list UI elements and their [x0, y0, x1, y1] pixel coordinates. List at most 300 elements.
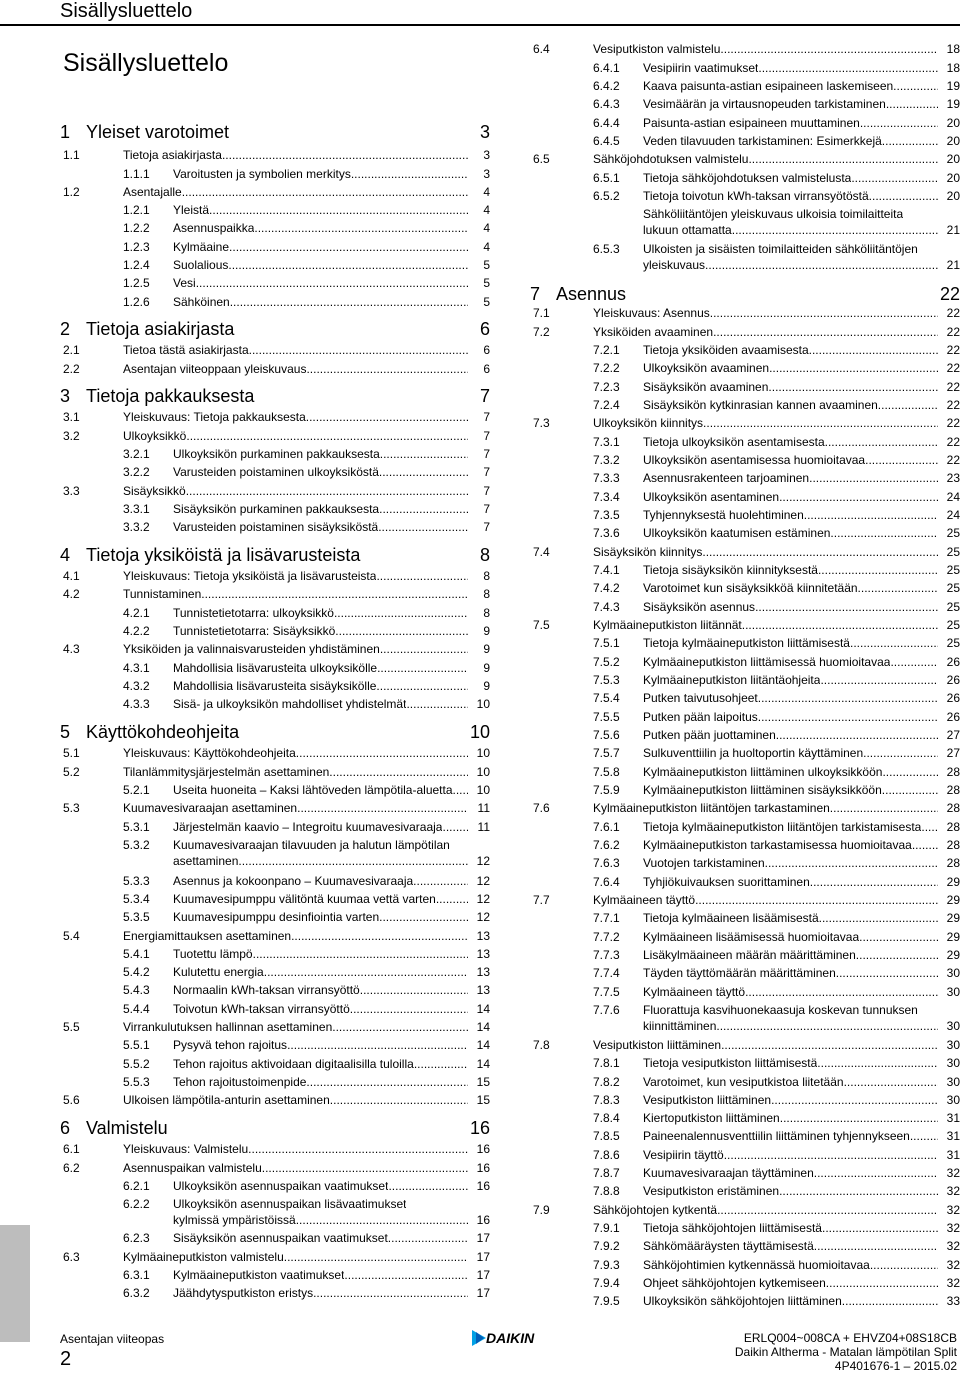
- entry-page: 7: [483, 429, 490, 443]
- entry-page: 22: [946, 306, 960, 320]
- entry-page: 25: [946, 600, 960, 614]
- dot-leader: [306, 1075, 468, 1089]
- entry-title: Putken pään juottaminen: [643, 728, 776, 742]
- entry-number: 2.1: [63, 343, 80, 357]
- entry-title: Tunnistaminen: [123, 587, 202, 601]
- entry-number: 7.3.5: [593, 508, 620, 522]
- dot-leader: [825, 435, 938, 449]
- dot-leader: [705, 258, 938, 272]
- dot-leader: [413, 874, 468, 888]
- entry-number: 7.5.6: [593, 728, 620, 742]
- entry-page: 29: [946, 911, 960, 925]
- dot-leader: [313, 1286, 468, 1300]
- entry-title: Sähköjohdotuksen valmistelu: [593, 152, 749, 166]
- dot-leader: [850, 636, 938, 650]
- entry-number: 1.2.5: [123, 276, 150, 290]
- dot-leader: [809, 343, 938, 357]
- dot-leader: [830, 801, 938, 815]
- entry-title-continued: lukuun ottamatta: [643, 223, 732, 237]
- entry-page: 20: [946, 189, 960, 203]
- dot-leader: [713, 325, 938, 339]
- dot-leader: [442, 820, 468, 834]
- entry-page: 17: [476, 1286, 490, 1300]
- entry-number: 5.3.3: [123, 874, 150, 888]
- entry-title: Asennuspaikan valmistelu: [123, 1161, 262, 1175]
- entry-title: Varoitusten ja symbolien merkitys: [173, 167, 351, 181]
- entry-title: Tyhjiökuivauksen suorittaminen: [643, 875, 810, 889]
- entry-title: Yleiskuvaus: Käyttökohdeohjeita: [123, 746, 296, 760]
- entry-number: 6.2.3: [123, 1231, 150, 1245]
- entry-title: Varotoimet, kun vesiputkistoa liitetään: [643, 1075, 844, 1089]
- dot-leader: [228, 258, 468, 272]
- entry-title: Tietoja sähköjohtojen liittämisestä: [643, 1221, 822, 1235]
- entry-number: 7.2.3: [593, 380, 620, 394]
- entry-page: 22: [946, 435, 960, 449]
- entry-page: 20: [946, 116, 960, 130]
- entry-page: 8: [483, 606, 490, 620]
- entry-title: Kuumavesipumppu välitöntä kuumaa vettä varten: [173, 892, 436, 906]
- entry-page: 4: [483, 185, 490, 199]
- entry-page: 30: [946, 985, 960, 999]
- entry-number: 5.4.4: [123, 1002, 150, 1016]
- entry-number: 7.9.5: [593, 1294, 620, 1308]
- dot-leader: [817, 1056, 938, 1070]
- entry-number: 7.2: [533, 325, 550, 339]
- entry-title-continued: kylmissä ympäristöissä: [173, 1213, 296, 1227]
- chapter-number: 1: [60, 122, 71, 142]
- entry-title: Tuotettu lämpö: [173, 947, 253, 961]
- entry-title: Kylmäaineen lisäämisessä huomioitavaa: [643, 930, 860, 944]
- entry-page: 5: [483, 276, 490, 290]
- entry-number: 5.3.4: [123, 892, 150, 906]
- entry-title: Suolalious: [173, 258, 229, 272]
- entry-number: 4.2.1: [123, 606, 150, 620]
- entry-page: 15: [476, 1093, 490, 1107]
- entry-number: 7.8.4: [593, 1111, 620, 1125]
- chapter-page: 6: [479, 319, 490, 339]
- entry-page: 30: [946, 966, 960, 980]
- dot-leader: [780, 1111, 938, 1125]
- dot-leader: [826, 1276, 938, 1290]
- entry-title: Kylmäaineputkiston valmistelu: [123, 1250, 284, 1264]
- entry-number: 1.2: [63, 185, 80, 199]
- entry-number: 3.2: [63, 429, 80, 443]
- entry-number: 7.2.2: [593, 361, 620, 375]
- entry-page: 10: [476, 697, 490, 711]
- entry-page: 13: [476, 929, 490, 943]
- entry-title-continued: yleiskuvaus: [643, 258, 706, 272]
- entry-page: 5: [483, 295, 490, 309]
- dot-leader: [249, 343, 468, 357]
- entry-page: 15: [476, 1075, 490, 1089]
- entry-page: 7: [483, 447, 490, 461]
- dot-leader: [380, 642, 468, 656]
- entry-page: 4: [483, 240, 490, 254]
- dot-leader: [238, 854, 468, 868]
- dot-leader: [863, 746, 938, 760]
- dot-leader: [388, 1231, 468, 1245]
- entry-title: Paineenalennusventtiilin liittäminen tyhjennykseen: [643, 1129, 910, 1143]
- entry-number: 3.2.2: [123, 465, 150, 479]
- dot-leader: [890, 655, 938, 669]
- chapter-title: Valmistelu: [86, 1118, 168, 1138]
- header-title: Sisällysluettelo: [60, 0, 193, 22]
- entry-number: 7.9: [533, 1203, 550, 1217]
- entry-number: 7.6.1: [593, 820, 620, 834]
- side-tab-marker: [0, 1225, 30, 1342]
- dot-leader: [360, 983, 468, 997]
- entry-title: Yleiskuvaus: Valmistelu: [123, 1142, 249, 1156]
- toc-chapter[interactable]: [60, 722, 490, 742]
- entry-page: 25: [946, 545, 960, 559]
- entry-page: 29: [946, 948, 960, 962]
- entry-number: 6.4.5: [593, 134, 620, 148]
- entry-number: 1.2.4: [123, 258, 150, 272]
- footer-model: ERLQ004~008CA + EHVZ04+08S18CB: [743, 1331, 957, 1345]
- dot-leader: [329, 765, 468, 779]
- entry-number: 6.3.2: [123, 1286, 150, 1300]
- toc-chapter[interactable]: [60, 319, 490, 339]
- entry-title: Tietoja yksiköiden avaamisesta: [643, 343, 809, 357]
- entry-title: Ulkoisen lämpötila-anturin asettaminen: [123, 1093, 330, 1107]
- entry-page: 16: [476, 1179, 490, 1193]
- entry-number: 1.1: [63, 148, 80, 162]
- entry-page: 29: [946, 930, 960, 944]
- entry-title: Ulkoyksikön purkaminen pakkauksesta: [173, 447, 380, 461]
- entry-page: 17: [476, 1250, 490, 1264]
- entry-number: 5.5: [63, 1020, 80, 1034]
- entry-title: Kylmäaineputkiston liitännät: [593, 618, 742, 632]
- entry-title: Sisäyksikön asennuspaikan vaatimukset: [173, 1231, 388, 1245]
- chapter-page: 7: [479, 386, 490, 406]
- entry-page: 7: [483, 410, 490, 424]
- entry-page: 31: [946, 1111, 960, 1125]
- dot-leader: [893, 79, 938, 93]
- dot-leader: [886, 97, 938, 111]
- footer-right: [735, 1331, 957, 1373]
- dot-leader: [380, 447, 468, 461]
- entry-title: Varusteiden poistaminen ulkoyksiköstä: [173, 465, 379, 479]
- entry-page: 23: [946, 471, 960, 485]
- dot-leader: [870, 1258, 938, 1272]
- entry-title-continued: asettaminen: [173, 854, 239, 868]
- footer-product: Daikin Altherma - Matalan lämpötilan Split: [734, 1345, 957, 1359]
- entry-number: 7.4.2: [593, 581, 620, 595]
- dot-leader: [820, 673, 938, 687]
- entry-title: Ulkoyksikön asennuspaikan lisävaatimukset: [173, 1197, 407, 1211]
- entry-page: 25: [946, 618, 960, 632]
- entry-number: 7.3.2: [593, 453, 620, 467]
- entry-page: 27: [946, 746, 960, 760]
- entry-number: 7.7: [533, 893, 550, 907]
- dot-leader: [284, 1250, 468, 1264]
- entry-number: 6.4.3: [593, 97, 620, 111]
- entry-title: Sähköjohtimien kytkennässä huomioitavaa: [643, 1258, 870, 1272]
- dot-leader: [306, 362, 468, 376]
- chapter-number: 4: [60, 545, 71, 565]
- entry-number: 6.1: [63, 1142, 80, 1156]
- entry-number: 7.5.7: [593, 746, 620, 760]
- dot-leader: [201, 587, 468, 601]
- entry-title: Vesiputkiston eristäminen: [643, 1184, 780, 1198]
- dot-leader: [776, 728, 938, 742]
- entry-title: Sisä- ja ulkoyksikön mahdolliset yhdistelmät: [173, 697, 407, 711]
- entry-title: Kulutettu energia: [173, 965, 264, 979]
- entry-title: Kuumavesipumppu desinfiointia varten: [173, 910, 380, 924]
- entry-title: Ulkoyksikön kaatumisen estäminen: [643, 526, 831, 540]
- entry-page: 4: [483, 221, 490, 235]
- entry-page: 24: [946, 508, 960, 522]
- entry-page: 30: [946, 1093, 960, 1107]
- entry-number: 1.2.2: [123, 221, 150, 235]
- entry-title: Kylmäaineputkiston liittäminen ulkoyksikköön: [643, 765, 883, 779]
- dot-leader: [758, 691, 938, 705]
- toc-chapter[interactable]: [530, 284, 960, 304]
- entry-page: 7: [483, 502, 490, 516]
- entry-title: Tietoja kylmäaineputkiston liittämisestä: [643, 636, 850, 650]
- dot-leader: [716, 1019, 938, 1033]
- entry-title: Toivotun kWh-taksan virransyöttö: [173, 1002, 350, 1016]
- entry-title: Sisäyksikön kytkinrasian kannen avaaminen: [643, 398, 878, 412]
- entry-number: 7.1: [533, 306, 550, 320]
- entry-number: 4.2: [63, 587, 80, 601]
- entry-title: Vesiputkiston valmistelu: [593, 42, 721, 56]
- entry-title: Kuumavesivaraajan tilavuuden ja halutun lämpötilan: [173, 838, 450, 852]
- chapter-page: 16: [469, 1118, 490, 1138]
- entry-page: 26: [946, 691, 960, 705]
- entry-title: Sähköliitäntöjen yleiskuvaus ulkoisia toimilaitteita: [643, 207, 904, 221]
- dot-leader: [306, 410, 468, 424]
- entry-title: Tietoja sisäyksikön kiinnityksestä: [643, 563, 818, 577]
- entry-number: 7.5.1: [593, 636, 620, 650]
- entry-title: Lisäkylmäaineen määrän määrittäminen: [643, 948, 856, 962]
- entry-title: Putken pään laipoitus: [643, 710, 758, 724]
- entry-number: 7.8: [533, 1038, 550, 1052]
- entry-title: Fluorattuja kasvihuonekaasuja koskevan tunnuksen: [643, 1003, 918, 1017]
- entry-page: 11: [477, 801, 490, 815]
- entry-title: Sisäyksikön asennus: [643, 600, 756, 614]
- page-header: [0, 0, 960, 30]
- entry-title: Tehon rajoitus aktivoidaan digitaalisilla tuloilla: [173, 1057, 414, 1071]
- entry-number: 6.2.1: [123, 1179, 150, 1193]
- toc-chapter[interactable]: [60, 386, 490, 406]
- dot-leader: [350, 1002, 468, 1016]
- dot-leader: [856, 948, 938, 962]
- entry-page: 25: [946, 563, 960, 577]
- dot-leader: [768, 380, 938, 394]
- dot-leader: [186, 484, 468, 498]
- dot-leader: [844, 1075, 938, 1089]
- entry-page: 32: [946, 1276, 960, 1290]
- dot-leader: [910, 1129, 938, 1143]
- entry-page: 32: [946, 1203, 960, 1217]
- dot-leader: [912, 838, 938, 852]
- dot-leader: [779, 490, 938, 504]
- dot-leader: [253, 947, 468, 961]
- entry-number: 6.5.2: [593, 189, 620, 203]
- entry-page: 22: [946, 361, 960, 375]
- entry-title: Mahdollisia lisävarusteita sisäyksikölle: [173, 679, 377, 693]
- entry-number: 3.1: [63, 410, 80, 424]
- dot-leader: [810, 875, 938, 889]
- entry-page: 32: [946, 1239, 960, 1253]
- entry-number: 7.3.1: [593, 435, 620, 449]
- dot-leader: [332, 1020, 468, 1034]
- dot-leader: [344, 1268, 468, 1282]
- entry-page: 4: [483, 203, 490, 217]
- entry-number: 5.4.1: [123, 947, 150, 961]
- brand-text: DAIKIN: [486, 1330, 535, 1346]
- chapter-number: 6: [60, 1118, 71, 1138]
- entry-number: 6.4: [533, 42, 550, 56]
- dot-leader: [742, 618, 938, 632]
- entry-page: 28: [946, 820, 960, 834]
- dot-leader: [878, 398, 938, 412]
- dot-leader: [262, 1161, 468, 1175]
- entry-number: 6.5: [533, 152, 550, 166]
- entry-page: 22: [946, 453, 960, 467]
- dot-leader: [436, 892, 468, 906]
- toc-chapter[interactable]: [60, 1118, 490, 1138]
- chapter-title: Tietoja asiakirjasta: [86, 319, 235, 339]
- entry-title: Ulkoyksikön asentamisessa huomioitavaa: [643, 453, 866, 467]
- dot-leader: [732, 223, 938, 237]
- entry-number: 4.1: [63, 569, 80, 583]
- entry-title: Vesipiirin vaatimukset: [643, 61, 759, 75]
- dot-leader: [209, 203, 468, 217]
- entry-page: 16: [476, 1161, 490, 1175]
- entry-page: 31: [946, 1148, 960, 1162]
- entry-title: Sähköjohtojen kytkentä: [593, 1203, 718, 1217]
- chapter-page: 3: [479, 122, 490, 142]
- entry-title: Tietoa tästä asiakirjasta: [123, 343, 249, 357]
- dot-leader: [296, 1213, 468, 1227]
- entry-title: Yleiskuvaus: Tietoja pakkauksesta: [123, 410, 306, 424]
- dot-leader: [755, 600, 938, 614]
- dot-leader: [379, 502, 468, 516]
- entry-page: 5: [483, 258, 490, 272]
- entry-page: 25: [946, 636, 960, 650]
- dot-leader: [196, 276, 468, 290]
- toc-chapter[interactable]: [60, 122, 490, 142]
- entry-title: Tietoja sähköjohdotuksen valmistelusta: [643, 171, 852, 185]
- entry-number: 5.5.1: [123, 1038, 150, 1052]
- page-title: Sisällysluettelo: [63, 49, 229, 77]
- dot-leader: [182, 185, 468, 199]
- entry-title: Vesimäärän ja virtausnopeuden tarkistaminen: [643, 97, 886, 111]
- entry-number: 5.4.3: [123, 983, 150, 997]
- chapter-page: 10: [469, 722, 490, 742]
- dot-leader: [765, 856, 938, 870]
- entry-title: Yleiskuvaus: Tietoja yksiköistä ja lisävarusteista: [123, 569, 377, 583]
- dot-leader: [809, 471, 938, 485]
- dot-leader: [859, 930, 938, 944]
- entry-number: 7.8.2: [593, 1075, 620, 1089]
- toc-chapter[interactable]: [60, 545, 490, 565]
- entry-title: Kylmäaine: [173, 240, 230, 254]
- dot-leader: [836, 966, 938, 980]
- entry-page: 14: [476, 1057, 490, 1071]
- entry-title: Tilanlämmitysjärjestelmän asettaminen: [123, 765, 330, 779]
- entry-title: Järjestelmän kaavio – Integroitu kuumavesivaraaja: [173, 820, 443, 834]
- entry-number: 1.2.6: [123, 295, 150, 309]
- dot-leader: [379, 465, 468, 479]
- entry-title: Sisäyksikön kiinnitys: [593, 545, 703, 559]
- dot-leader: [818, 563, 938, 577]
- dot-leader: [414, 1057, 468, 1071]
- entry-title: Ulkoyksikön avaaminen: [643, 361, 770, 375]
- entry-number: 5.4.2: [123, 965, 150, 979]
- dot-leader: [748, 152, 938, 166]
- dot-leader: [695, 893, 938, 907]
- entry-number: 5.3: [63, 801, 80, 815]
- entry-title: Pysyvä tehon rajoitus: [173, 1038, 288, 1052]
- entry-number: 7.6.2: [593, 838, 620, 852]
- entry-title: Kylmäaineen täyttö: [643, 985, 746, 999]
- entry-page: 28: [946, 838, 960, 852]
- entry-page: 19: [946, 79, 960, 93]
- entry-page: 8: [483, 587, 490, 601]
- entry-number: 7.5.5: [593, 710, 620, 724]
- entry-title: Vesi: [173, 276, 196, 290]
- entry-page: 31: [946, 1129, 960, 1143]
- chapter-title: Asennus: [556, 284, 627, 304]
- entry-number: 2.2: [63, 362, 80, 376]
- entry-title: Asennuspaikka: [173, 221, 255, 235]
- dot-leader: [334, 606, 468, 620]
- entry-page: 7: [483, 465, 490, 479]
- entry-title: Mahdollisia lisävarusteita ulkoyksikölle: [173, 661, 378, 675]
- footer-doc-type: Asentajan viiteopas: [60, 1332, 165, 1346]
- entry-number: 7.5.8: [593, 765, 620, 779]
- entry-title: Ohjeet sähköjohtojen kytkemiseen: [643, 1276, 826, 1290]
- dot-leader: [297, 801, 468, 815]
- dot-leader: [882, 783, 938, 797]
- dot-leader: [379, 910, 468, 924]
- entry-title: Kuumavesivaraajan asettaminen: [123, 801, 298, 815]
- entry-page: 12: [476, 854, 490, 868]
- entry-page: 21: [946, 223, 960, 237]
- dot-leader: [882, 765, 938, 779]
- dot-leader: [453, 783, 468, 797]
- entry-page: 14: [476, 1020, 490, 1034]
- entry-title: Useita huoneita – Kaksi lähtöveden lämpötila-aluetta: [173, 783, 453, 797]
- dot-leader: [703, 416, 938, 430]
- footer-doc-code: 4P401676-1 – 2015.02: [834, 1359, 957, 1373]
- dot-leader: [330, 1093, 468, 1107]
- entry-title: Ulkoyksikön sähköjohtojen liittäminen: [643, 1294, 842, 1308]
- entry-number: 7.3: [533, 416, 550, 430]
- entry-title: Vesiputkiston liittäminen: [593, 1038, 722, 1052]
- dot-leader: [804, 508, 938, 522]
- dot-leader: [406, 697, 468, 711]
- entry-page: 24: [946, 490, 960, 504]
- entry-title: Vuotojen tarkistaminen: [643, 856, 765, 870]
- entry-number: 5.2.1: [123, 783, 150, 797]
- entry-page: 27: [946, 728, 960, 742]
- entry-number: 7.7.1: [593, 911, 620, 925]
- entry-title: Kaava paisunta-astian esipaineen laskemiseen: [643, 79, 894, 93]
- entry-number: 4.3.1: [123, 661, 150, 675]
- entry-number: 7.6.4: [593, 875, 620, 889]
- entry-number: 7.2.1: [593, 343, 620, 357]
- entry-title: Yleiskuvaus: Asennus: [593, 306, 710, 320]
- entry-title: Kylmäaineputkiston vaatimukset: [173, 1268, 345, 1282]
- entry-number: 4.2.2: [123, 624, 150, 638]
- entry-number: 7.4.3: [593, 600, 620, 614]
- dot-leader: [287, 1038, 468, 1052]
- entry-number: 5.6: [63, 1093, 80, 1107]
